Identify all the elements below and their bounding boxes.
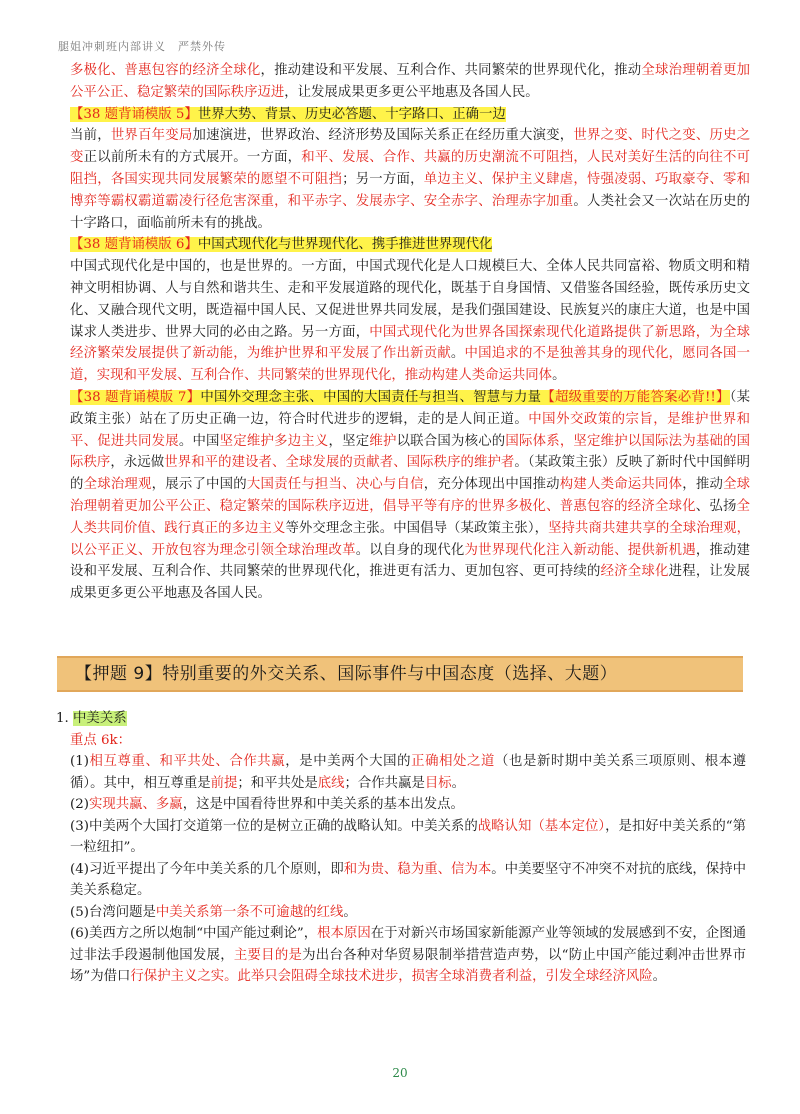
point-number: (2) — [70, 797, 89, 812]
text: 习近平提出了今年中美关系的几个原则，即 — [88, 861, 344, 877]
point-number: (6) — [70, 926, 89, 941]
red-text: 正确相处之道 — [411, 754, 495, 769]
text: 、弘扬 — [695, 498, 737, 514]
text: ，永远做 — [110, 455, 165, 471]
text: 中国式现代化是中国的，也是世界的。一方面，中国式现代化是人口规模巨大、全体人民共同富裕、物质文明和精神文明相协调、人与自然和谐共生、走和平发展道路的现代化，既基于自身国情、又借鉴各国经验，既传承历史文化、又融合现代文明，既造福中国人民、又促进世界共同发展，是我们强国建设、民族复兴的康庄大道，也是中国谋求人类进步、世界大同的必由之路。另一方面， — [70, 259, 750, 340]
heading-highlight: 中美关系 — [73, 711, 127, 726]
template-tag: 【38 题背诵模版 6】 — [70, 237, 198, 253]
text: 。（某政策主张）反映了新时代中国鲜明的 — [70, 455, 751, 493]
template-6-heading — [70, 234, 750, 256]
intro-paragraph — [70, 60, 750, 104]
answer-templates — [70, 60, 750, 605]
point-5 — [56, 902, 746, 924]
text: 等外交理念主张。中国倡导（某政策主张）， — [285, 520, 549, 536]
text: ，推动建设和平发展、互利合作、共同繁荣的世界现代化，推动 — [260, 63, 642, 78]
template-title: 中国外交理念主张、中国的大国责任与担当、智慧与力量 — [200, 389, 542, 405]
section-heading — [56, 708, 746, 730]
red-text: 中国式现代化为世界各国探索现代化道路提供了新思路，为全球经济繁荣发展提供了新动能，为维护世界和平发展了作出新贡献 — [70, 324, 751, 362]
text: 。 — [652, 969, 667, 984]
red-text: 构建人类命运共同体 — [559, 477, 683, 493]
template-7-body — [70, 387, 750, 605]
text: 。 — [451, 775, 466, 791]
red-text: 根本原因 — [317, 926, 371, 941]
text: ；另一方面， — [342, 171, 424, 187]
item-number: 1. — [56, 711, 69, 726]
text: 中美两个大国打交道第一位的是树立正确的战略认知。中美关系的 — [88, 818, 478, 834]
red-text: 实现共赢、多赢 — [88, 797, 183, 812]
red-text: 全球治理观 — [83, 477, 152, 493]
text: 。人类社会又一次站在历史的十字路口，面临前所未有的挑战。 — [70, 193, 751, 231]
template-tag: 【38 题背诵模版 5】 — [70, 106, 198, 122]
point-2 — [56, 794, 746, 816]
red-text: 为世界现代化注入新动能、提供新机遇 — [464, 542, 696, 558]
red-text: 经济全球化 — [600, 564, 669, 580]
text: 进程，让发展成果更多更公平地惠及各国人民。 — [70, 564, 751, 602]
page-number: 20 — [392, 1066, 408, 1080]
point-number: (4) — [70, 861, 89, 877]
red-text: 前提 — [210, 775, 238, 791]
red-text: 全球治理朝着更加公平公正、稳定繁荣的国际秩序迈进，倡导平等有序的世界多极化、普惠包容的经济全球化 — [70, 477, 751, 514]
red-text: 中国追求的不是独善其身的现代化，愿同各国一道，实现和平发展、互利合作、共同繁荣的世界现代化，推动构建人类命运共同体 — [70, 346, 751, 384]
text: 。 — [552, 368, 566, 384]
red-text: 坚定维护多边主义 — [219, 433, 329, 449]
text: ，推动建设和平发展、互利合作、共同繁荣的世界现代化，推进更有活力、更加包容、更可持续的 — [70, 542, 751, 580]
text: 。 — [343, 904, 357, 920]
text: 。以自身的现代化 — [355, 542, 465, 558]
red-text: 世界之变、时代之变、历史之变 — [70, 128, 751, 166]
point-number: (5) — [70, 904, 89, 920]
text: ；合作共赢是 — [344, 775, 425, 791]
template-6-body — [70, 256, 750, 387]
red-text: 维护 — [369, 433, 397, 449]
template-5-body — [70, 125, 750, 234]
text: 美西方之所以炮制“中国产能过剩论”， — [88, 926, 318, 941]
point-number: (1) — [70, 754, 89, 769]
text: ，是扣好中美关系的“第一粒纽扣”。 — [70, 818, 746, 855]
red-text: 行保护主义之实。此举只会阻碍全球技术进步，损害全球消费者利益，引发全球经济风险 — [130, 969, 653, 984]
red-text: 和为贵、稳为重、信为本 — [343, 861, 492, 877]
point-number: (3) — [70, 818, 89, 834]
super-important-note: 【超级重要的万能答案必背!!】 — [541, 389, 730, 405]
highlight — [70, 237, 492, 252]
red-text: 和平、发展、合作、共赢的历史潮流不可阻挡，人民对美好生活的向往不可阻挡，各国实现共同发展繁荣的愿望不可阻挡 — [70, 150, 751, 187]
text: ，这是中国看待世界和中美关系的基本出发点。 — [182, 797, 464, 812]
point-1 — [56, 751, 746, 794]
text: 加速演进，世界政治、经济形势及国际关系正在经历重大演变， — [192, 128, 574, 144]
red-text: 中美关系第一条不可逾越的红线 — [155, 904, 344, 920]
red-text: 大国责任与担当、决心与自信 — [246, 477, 424, 493]
text: ，坚定 — [328, 433, 370, 449]
template-title: 中国式现代化与世界现代化、携手推进世界现代化 — [197, 237, 493, 253]
red-text: 主要目的是 — [233, 947, 303, 963]
text: 。中美要坚守不冲突不对抗的底线，保持中美关系稳定。 — [70, 861, 747, 898]
red-text: 全球治理朝着更加公平公正、稳定繁荣的国际秩序迈进 — [70, 63, 751, 100]
text: ，充分体现出中国推动 — [423, 477, 560, 493]
text: ，是中美两个大国的 — [285, 754, 412, 769]
highlight — [70, 390, 730, 405]
point-4 — [56, 859, 746, 902]
red-text: 多极化、普惠包容的经济全球化 — [70, 63, 261, 78]
text: 为出台各种对华贸易限制举措营造声势，以“防止中国产能过剩冲击世界市场”为借口 — [70, 947, 746, 984]
text: ，推动 — [682, 477, 724, 493]
point-6 — [56, 923, 746, 988]
red-text: 全人类共同价值、践行真正的多边主义 — [70, 498, 751, 536]
red-text: 底线 — [317, 775, 345, 791]
template-title: 世界大势、背景、历史必答题、十字路口、正确一边 — [197, 106, 506, 122]
red-text: 中国外交政策的宗旨，是维护世界和平、促进共同发展 — [70, 411, 751, 449]
text: 当前， — [70, 128, 111, 144]
text: ，展示了中国的 — [151, 477, 247, 493]
red-text: 目标 — [424, 775, 452, 791]
text: ；和平共处是 — [237, 775, 318, 791]
red-text: 坚持共商共建共享的全球治理观，以公平正义、开放包容为理念引领全球治理改革 — [70, 520, 751, 558]
red-text: 相互尊重、和平共处、合作共赢 — [88, 754, 286, 769]
red-text: 重点 6k： — [70, 732, 132, 748]
template-tag: 【38 题背诵模版 7】 — [70, 389, 201, 405]
text: 。 — [450, 346, 465, 362]
template-5-heading — [70, 104, 750, 126]
text: 台湾问题是 — [88, 904, 156, 920]
text: 以联合国为核心的 — [396, 433, 506, 449]
text: （也是新时期中美关系三项原则、根本遵循）。其中，相互尊重是 — [70, 754, 747, 791]
text: 正以前所未有的方式展开。一方面， — [83, 150, 302, 166]
text: 。中国 — [178, 433, 220, 449]
red-text: 国际体系，坚定维护以国际法为基础的国际秩序 — [70, 433, 751, 471]
point-3 — [56, 816, 746, 859]
header-note: 腿姐冲刺班内部讲义 严禁外传 — [58, 40, 226, 53]
key-points-label — [56, 730, 746, 752]
red-text: 世界和平的建设者、全球发展的贡献者、国际秩序的维护者 — [164, 455, 515, 471]
highlight — [70, 107, 506, 122]
text: （某政策主张）站在了历史正确一边，符合时代进步的逻辑，走的是人间正道。 — [70, 389, 751, 427]
red-text: 战略认知（基本定位） — [477, 818, 606, 834]
red-text: 单边主义、保护主义肆虐，恃强凌弱、巧取豪夺、零和博弈等霸权霸道霸凌行径危害深重，和平赤字、发展赤字、安全赤字、治理赤字加重 — [70, 171, 751, 209]
text: 在于对新兴市场国家新能源产业等领域的发展感到不安，企图通过非法手段遏制他国发展， — [70, 926, 746, 963]
text: ，让发展成果更多更公平地惠及各国人民。 — [284, 84, 539, 100]
red-text: 世界百年变局 — [110, 128, 193, 144]
us-relations-section — [56, 708, 746, 988]
section-banner: 【押题 9】特别重要的外交关系、国际事件与中国态度（选择、大题） — [57, 656, 743, 692]
